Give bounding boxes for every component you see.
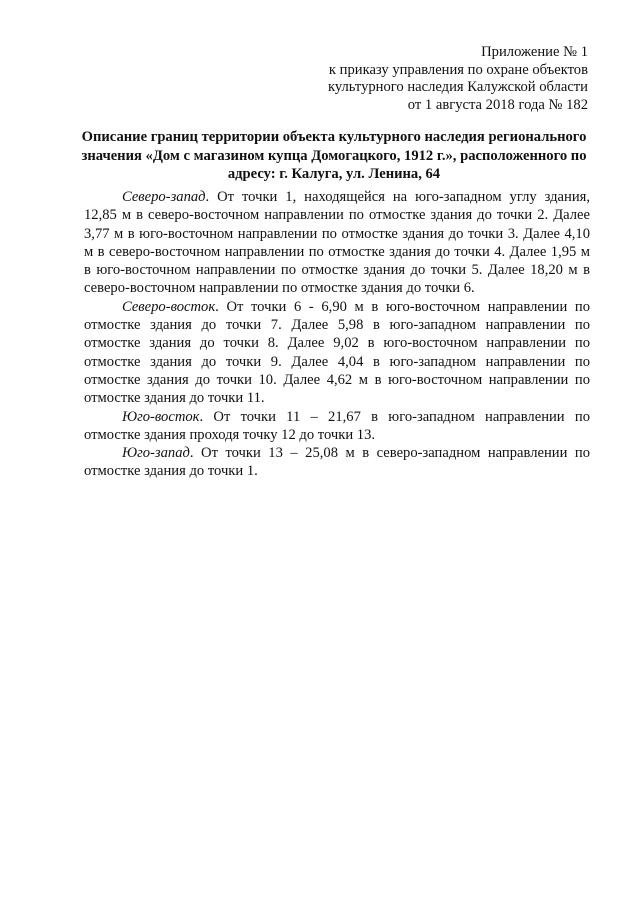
appendix-order-date: от 1 августа 2018 года № 182 bbox=[407, 96, 588, 113]
direction-label: Северо-запад bbox=[122, 189, 206, 205]
document-body bbox=[84, 188, 590, 481]
direction-label: Юго-восток bbox=[122, 408, 200, 425]
appendix-number: Приложение № 1 bbox=[481, 44, 588, 60]
section-text: . От точки 11 – 21,67 в юго-западном направлении по отмостке здания проходя точку 12 до точки 13. bbox=[84, 408, 590, 443]
section-text: . От точки 1, находящейся на юго-западном углу здания, 12,85 м в северо-восточном направлении по отмостке здания до точки 2. Далее 3,77 м в юго-восточном направлении по отмостке здания до точки 3. Далее 4,10 м в северо-восточном направлении по отмостке здания до точки 4. Далее 1,95 м в юго-восточном направлении по отмостке здания до точки 5. Далее 18,20 м в северо-восточном направлении по отмостке здания до точки 6. bbox=[84, 189, 590, 297]
boundary-section-southeast bbox=[84, 408, 590, 445]
boundary-section-northwest bbox=[84, 188, 590, 298]
section-text: . От точки 13 – 25,08 м в северо-западном направлении по отмостке здания до точки 1. bbox=[84, 445, 590, 480]
document-title: Описание границ территории объекта культурного наследия регионального значения «Дом с магазином купца Домогацкого, 1912 г.», расположенного по адресу: г. Калуга, ул. Ленина, 64 bbox=[81, 129, 587, 182]
appendix-header bbox=[328, 44, 588, 114]
boundary-section-northeast bbox=[84, 298, 590, 408]
appendix-authority: культурного наследия Калужской области bbox=[327, 79, 588, 95]
direction-label: Юго-запад bbox=[122, 445, 190, 462]
section-text: . От точки 6 - 6,90 м в юго-восточном направлении по отмостке здания до точки 7. Далее 5,98 в юго-западном направлении по отмостке здания до точки 8. Далее 9,02 в юго-восточном направлении по отмостке здания до точки 9. Далее 4,04 в юго-западном направлении по отмостке здания до точки 10. Далее 4,62 м в юго-восточном направлении по отмостке здания до точки 11. bbox=[84, 298, 590, 407]
appendix-order-reference: к приказу управления по охране объектов bbox=[328, 61, 588, 78]
boundary-section-southwest bbox=[84, 444, 590, 481]
direction-label: Северо-восток bbox=[122, 298, 216, 315]
